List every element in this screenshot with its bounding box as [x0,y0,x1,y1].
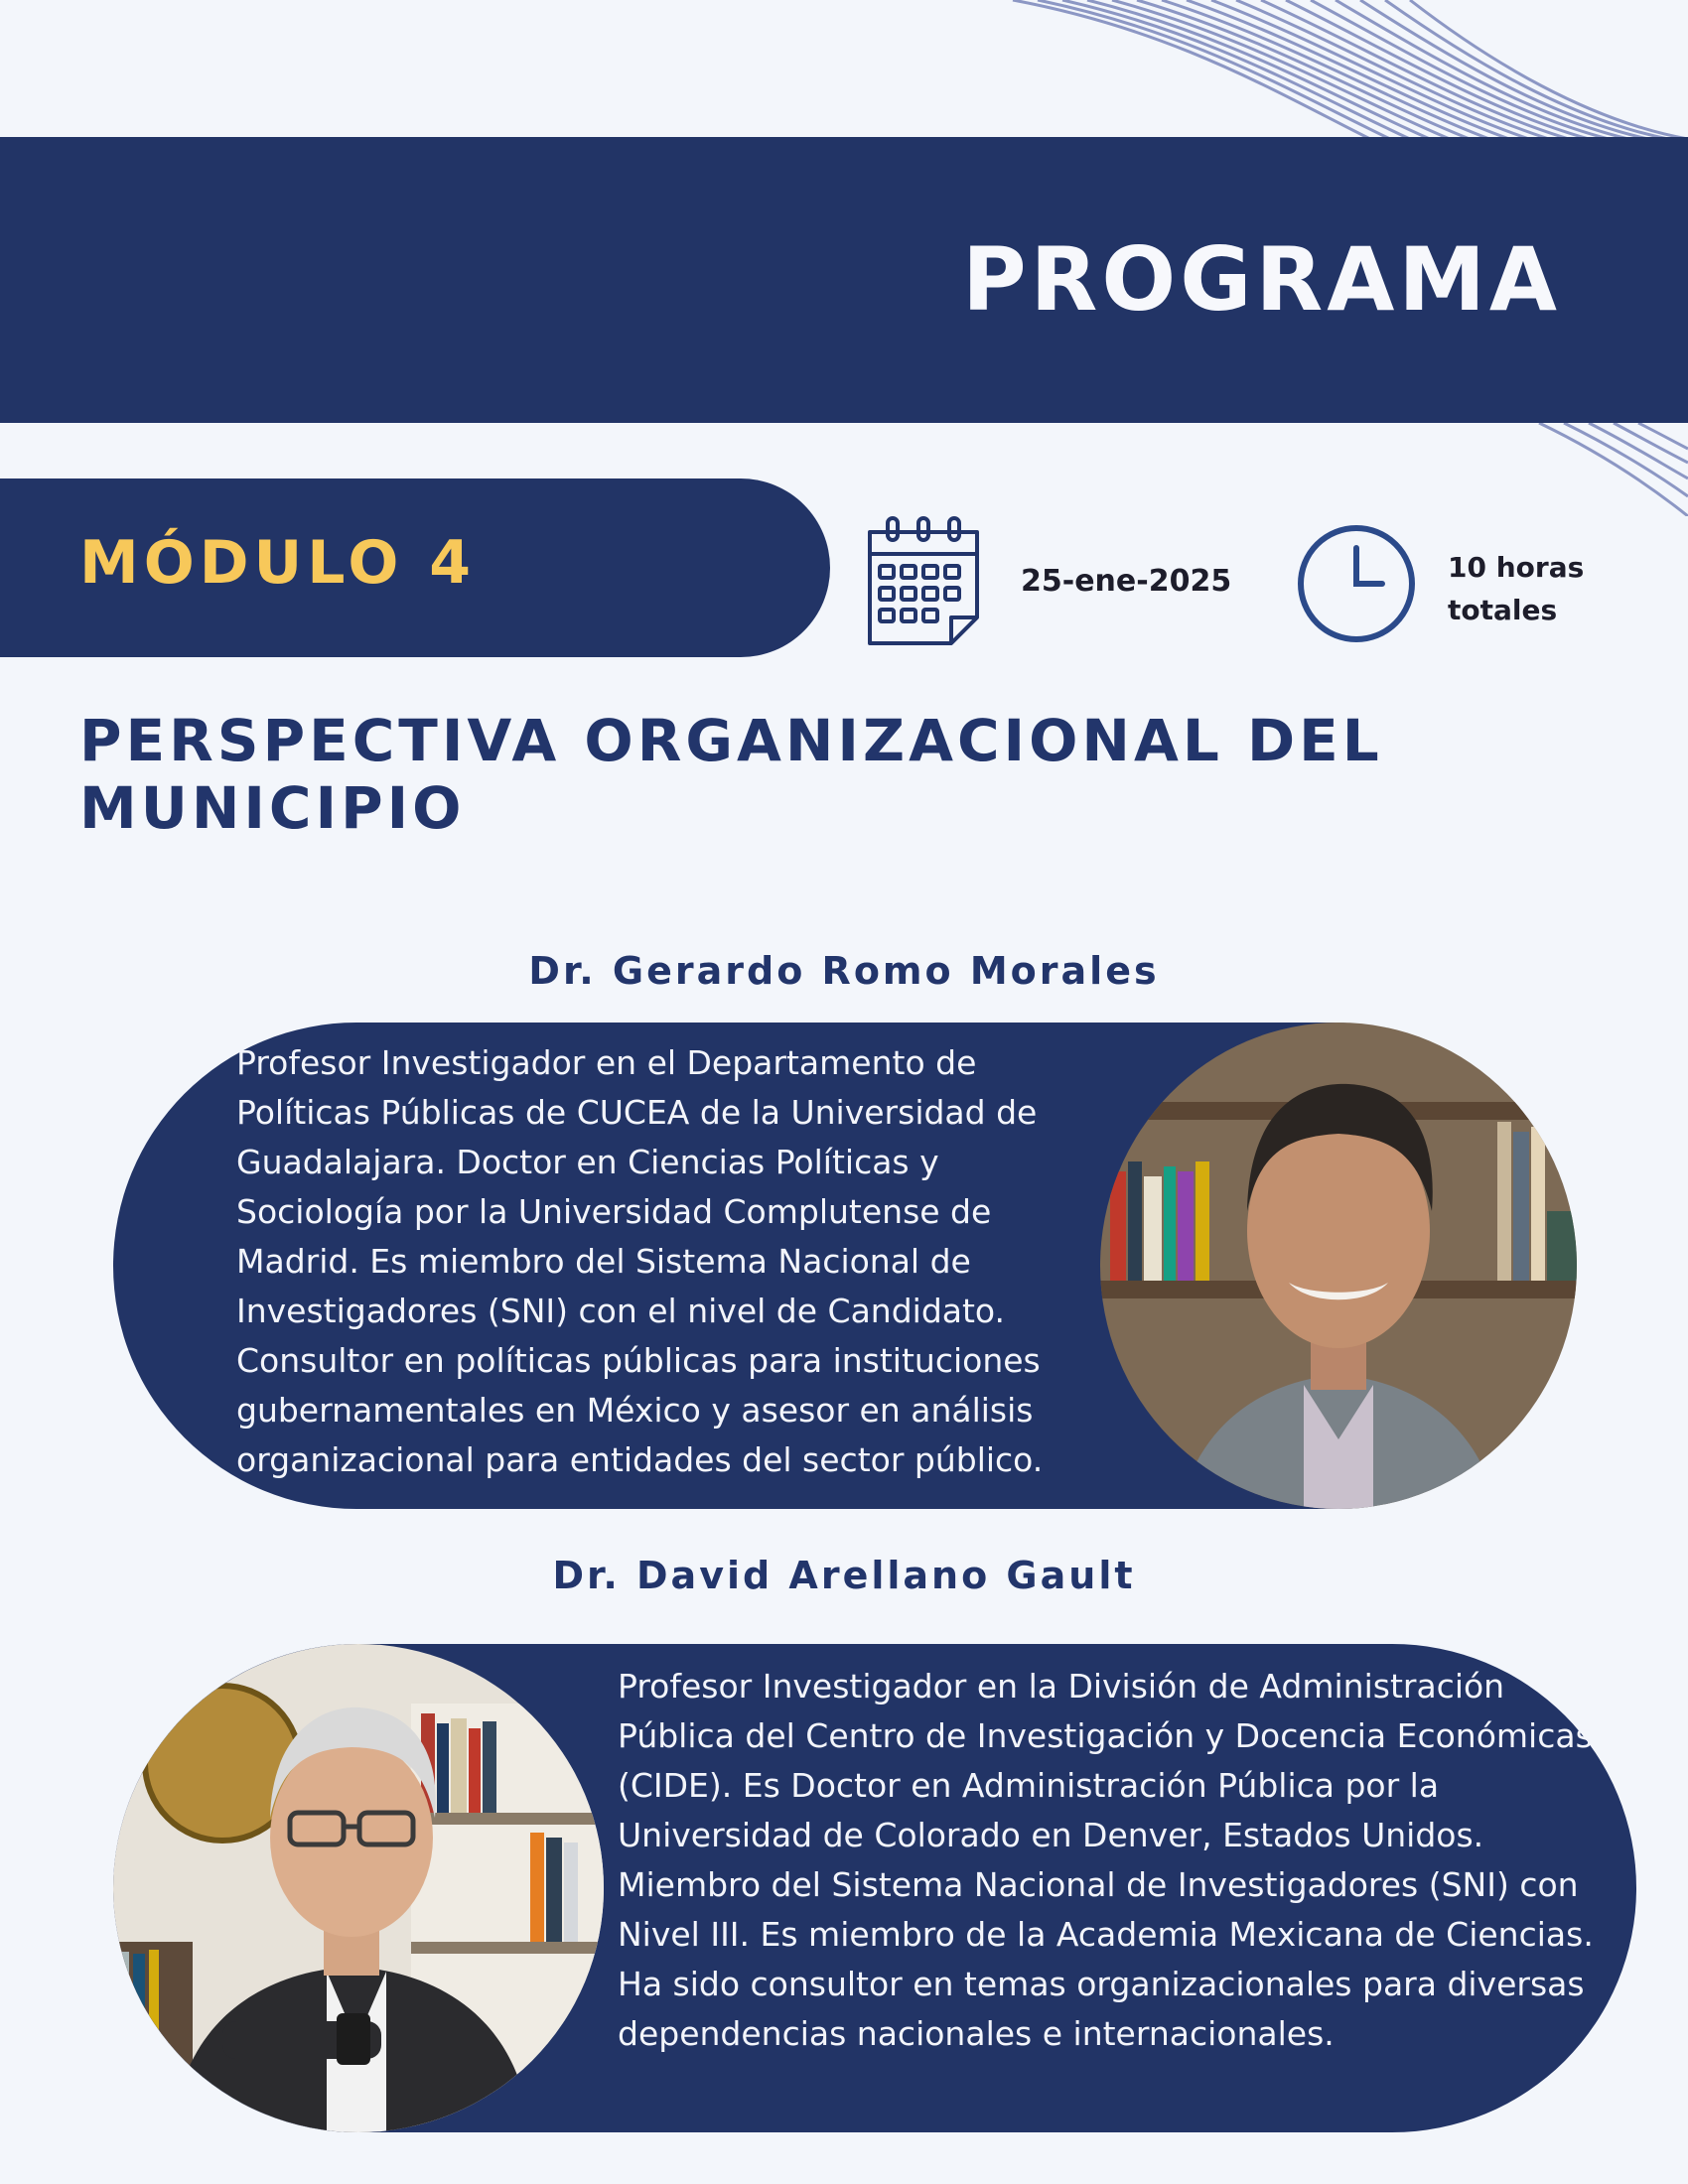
calendar-icon [864,514,983,647]
page-title: PROGRAMA [962,228,1561,331]
header-banner [0,137,1688,423]
module-hours [1448,546,1626,631]
module-title: PERSPECTIVA ORGANIZACIONAL DEL MUNICIPIO [79,707,1383,842]
module-date: 25-ene-2025 [1021,564,1232,599]
speaker-name-1: Dr. Gerardo Romo Morales [528,949,1160,993]
hours-line-2: totales [1448,594,1558,626]
module-label: MÓDULO 4 [79,528,476,598]
module-pill [0,478,830,657]
speaker-name-2: Dr. David Arellano Gault [552,1554,1136,1597]
clock-icon [1295,522,1418,645]
speaker-photo-2 [113,1644,604,2132]
speaker-photo-1 [1100,1023,1577,1509]
speaker-bio-2: Profesor Investigador en la División de Administración Pública del Centro de Investigación y Docencia Económicas (CIDE). Es Doctor en Administración Pública por la Universidad de Colorado en Denver, Estados Unidos. Miembro del Sistema Nacional de Investigadores (SNI) con Nivel III. Es miembro de la Academia Mexicana de Ciencias. Ha sido consultor en temas organizacionales para diversas dependencias nacionales e internacionales. [618,1667,1594,2053]
speaker-bio-1: Profesor Investigador en el Departamento de Políticas Públicas de CUCEA de la Universidad de Guadalajara. Doctor en Ciencias Políticas y Sociología por la Universidad Complutense de Madrid. Es miembro del Sistema Nacional de Investigadores (SNI) con el nivel de Candidato. Consultor en políticas públicas para instituciones gubernamentales en México y asesor en análisis organizacional para entidades del sector público. [236,1043,1044,1479]
hours-line-1: 10 horas [1448,551,1585,584]
